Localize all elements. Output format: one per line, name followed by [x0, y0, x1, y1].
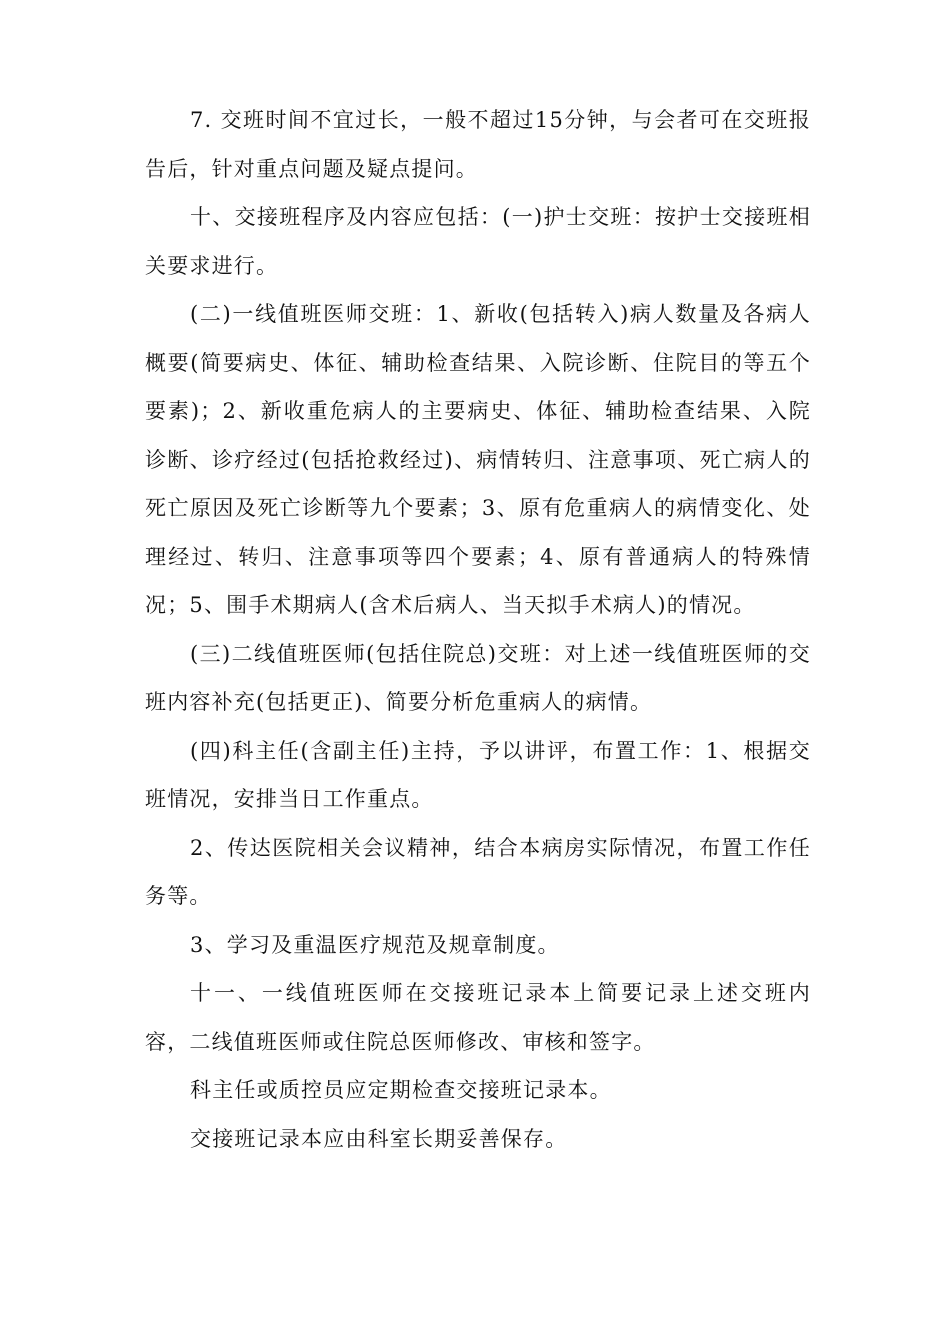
paragraph-3: (二)一线值班医师交班：1、新收(包括转入)病人数量及各病人概要(简要病史、体征、辅助检查结果、入院诊断、住院目的等五个要素)；2、新收重危病人的主要病史、体征、辅助检查结果、入院诊断、诊疗经过(包括抢救经过)、病情转归、注意事项、死亡病人的死亡原因及死亡诊断等九个要素；3、原有危重病人的病情变化、处理经过、转归、注意事项等四个要素；4、原有普通病人的特殊情况；5、围手术期病人(含术后病人、当天拟手术病人)的情况。: [145, 302, 811, 617]
paragraph-5: (四)科主任(含副主任)主持，予以讲评，布置工作：1、根据交班情况，安排当日工作重点。: [145, 738, 811, 811]
paragraph-10: 交接班记录本应由科室长期妥善保存。: [190, 1126, 568, 1151]
paragraph-4: (三)二线值班医师(包括住院总)交班：对上述一线值班医师的交班内容补充(包括更正)、简要分析危重病人的病情。: [145, 641, 811, 714]
paragraph-9: 科主任或质控员应定期检查交接班记录本。: [190, 1078, 612, 1102]
paragraph-7: 3、学习及重温医疗规范及规章制度。: [190, 932, 560, 957]
document-body: [145, 96, 811, 1163]
paragraph-8: 十一、一线值班医师在交接班记录本上简要记录上述交班内容，二线值班医师或住院总医师修改、审核和签字。: [145, 981, 811, 1054]
paragraph-6: 2、传达医院相关会议精神，结合本病房实际情况，布置工作任务等。: [145, 835, 811, 908]
paragraph-2: 十、交接班程序及内容应包括：(一)护士交班：按护士交接班相关要求进行。: [145, 205, 811, 278]
paragraph-1: 7. 交班时间不宜过长，一般不超过15分钟，与会者可在交班报告后，针对重点问题及疑点提问。: [145, 108, 811, 181]
